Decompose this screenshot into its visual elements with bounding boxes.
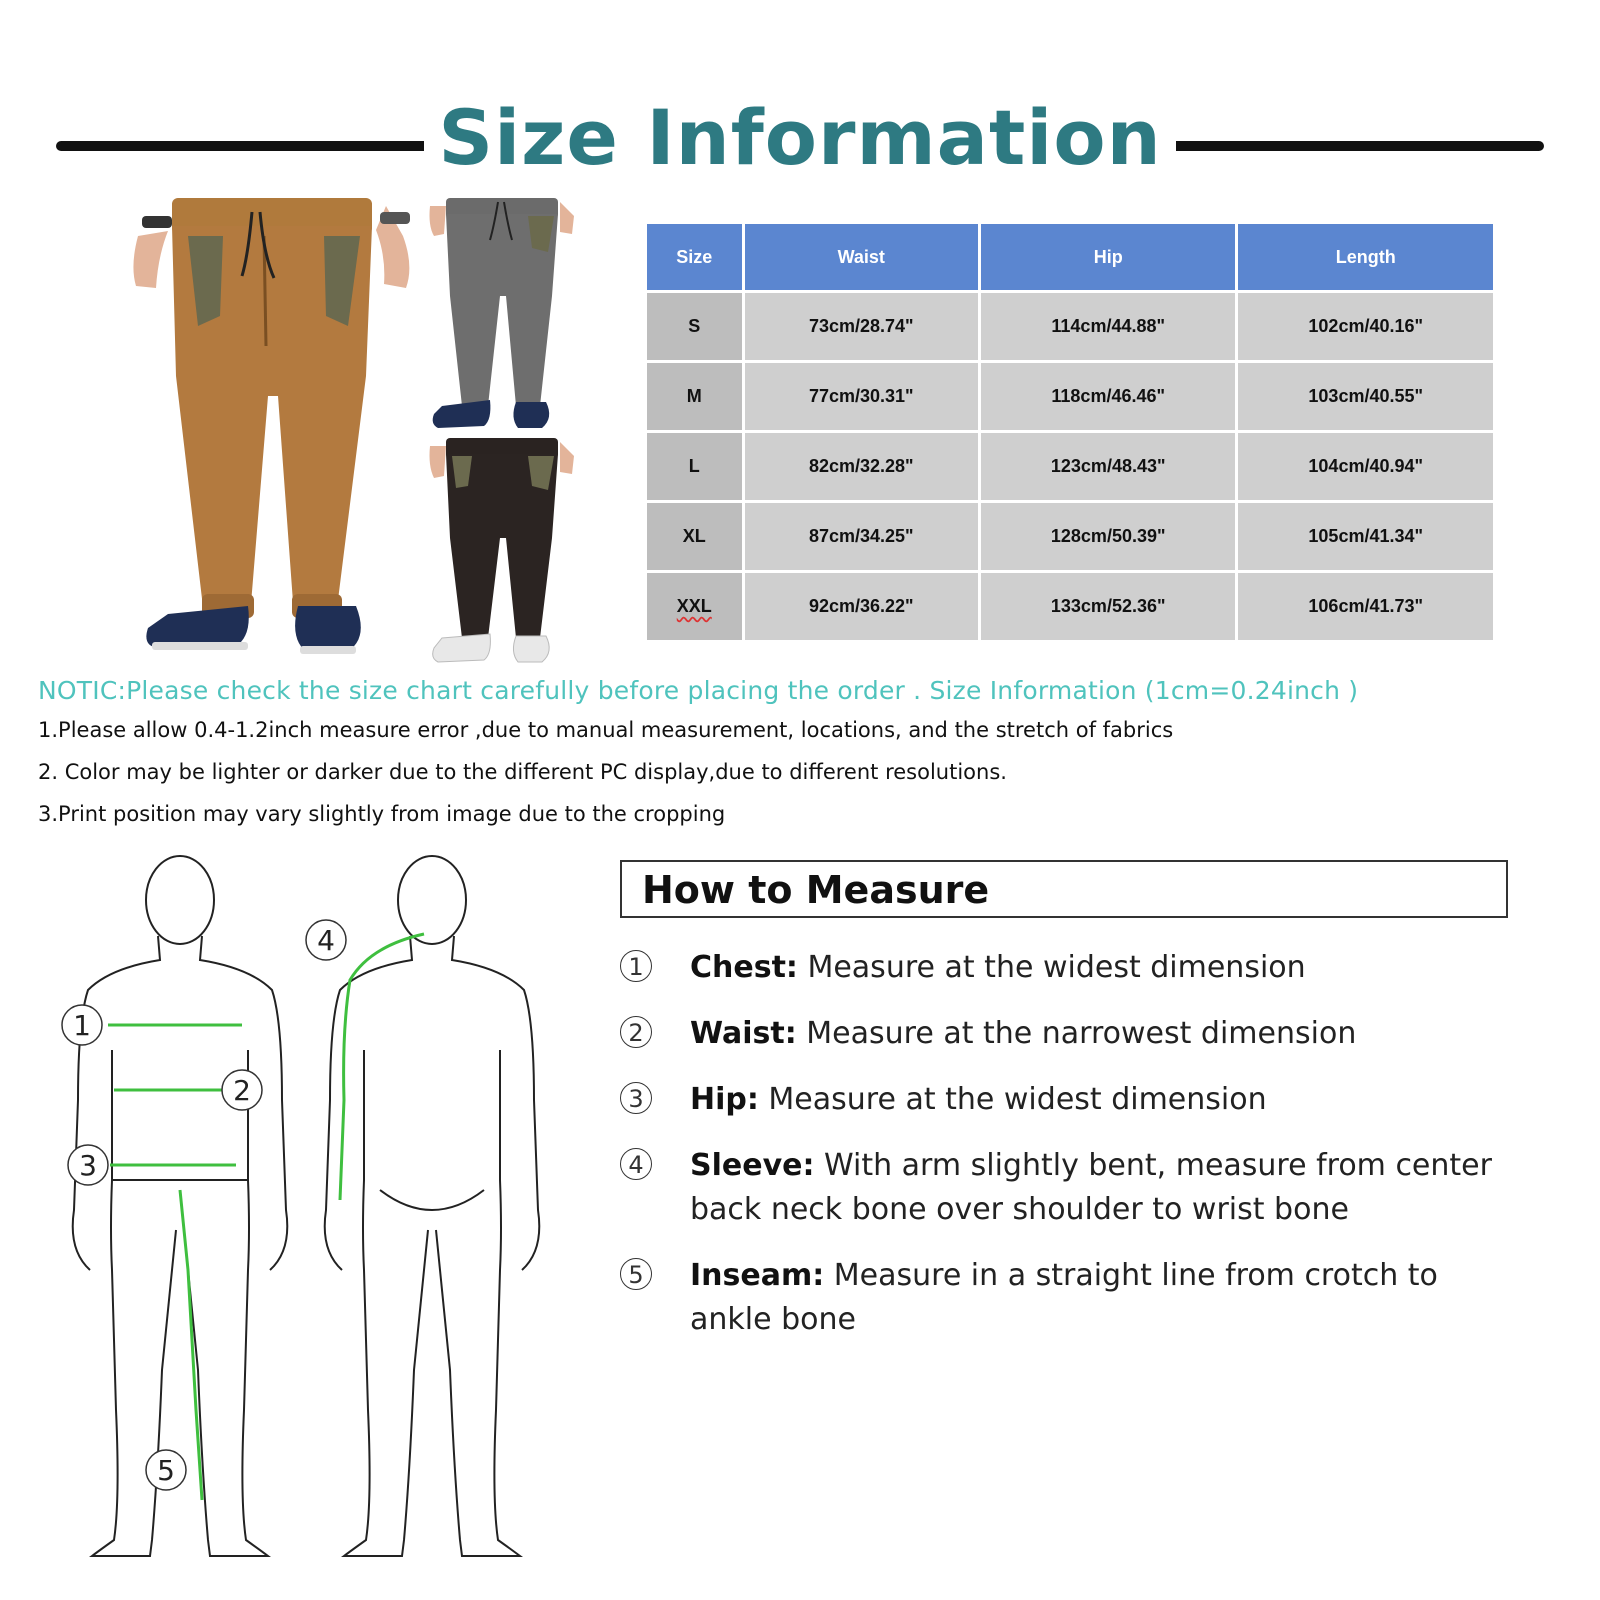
cell-size: L <box>646 432 744 502</box>
measure-description: With arm slightly bent, measure from center back neck bone over shoulder to wrist bone <box>690 1148 1492 1227</box>
measure-description: Measure in a straight line from crotch to ankle bone <box>690 1258 1438 1337</box>
measure-label: Inseam: <box>690 1258 825 1293</box>
how-to-measure-title: How to Measure <box>642 868 990 912</box>
header-length: Length <box>1237 223 1495 292</box>
measure-description: Measure at the widest dimension <box>758 1082 1267 1117</box>
figure-label-3: 3 <box>79 1149 97 1182</box>
figure-label-5: 5 <box>157 1454 175 1487</box>
measure-number: 2 <box>620 1016 652 1048</box>
cell-size: XXL <box>646 572 744 642</box>
header-hip: Hip <box>979 223 1237 292</box>
cell-waist: 87cm/34.25" <box>743 502 979 572</box>
measure-number: 3 <box>620 1082 652 1114</box>
product-photo-khaki <box>128 196 420 671</box>
note-2: 2. Color may be lighter or darker due to the different PC display,due to different resolutions. <box>38 760 1007 784</box>
measure-description: Measure at the widest dimension <box>797 950 1306 985</box>
cell-length: 103cm/40.55" <box>1237 362 1495 432</box>
cell-length: 106cm/41.73" <box>1237 572 1495 642</box>
measure-label: Chest: <box>690 950 798 985</box>
measure-number: 4 <box>620 1148 652 1180</box>
product-photo-black <box>428 438 580 670</box>
note-1: 1.Please allow 0.4-1.2inch measure error ,due to manual measurement, locations, and the stretch of fabrics <box>38 718 1174 742</box>
measure-item-waist <box>620 1012 1520 1062</box>
cell-hip: 128cm/50.39" <box>979 502 1237 572</box>
figure-label-2: 2 <box>233 1074 251 1107</box>
page-title: Size Information <box>0 92 1600 184</box>
cell-hip: 114cm/44.88" <box>979 292 1237 362</box>
measure-number: 1 <box>620 950 652 982</box>
cell-waist: 73cm/28.74" <box>743 292 979 362</box>
table-row <box>646 432 1495 502</box>
note-3: 3.Print position may vary slightly from image due to the cropping <box>38 802 726 826</box>
cell-size: M <box>646 362 744 432</box>
measure-label: Hip: <box>690 1082 759 1117</box>
cell-waist: 77cm/30.31" <box>743 362 979 432</box>
cell-length: 102cm/40.16" <box>1237 292 1495 362</box>
size-table <box>644 221 1496 643</box>
cell-waist: 92cm/36.22" <box>743 572 979 642</box>
table-header-row <box>646 223 1495 292</box>
table-row <box>646 572 1495 642</box>
table-row <box>646 362 1495 432</box>
cell-hip: 133cm/52.36" <box>979 572 1237 642</box>
measure-label: Sleeve: <box>690 1148 815 1183</box>
measure-label: Waist: <box>690 1016 797 1051</box>
product-photo-grey <box>428 196 580 432</box>
cell-length: 104cm/40.94" <box>1237 432 1495 502</box>
table-row <box>646 502 1495 572</box>
cell-waist: 82cm/32.28" <box>743 432 979 502</box>
measure-description: Measure at the narrowest dimension <box>796 1016 1357 1051</box>
size-notice: NOTIC:Please check the size chart carefully before placing the order . Size Information (1cm=0.24inch ) <box>38 676 1359 705</box>
measure-item-sleeve <box>620 1144 1520 1240</box>
figure-label-1: 1 <box>73 1009 91 1042</box>
measure-item-hip <box>620 1078 1520 1128</box>
cell-size: XL <box>646 502 744 572</box>
cell-length: 105cm/41.34" <box>1237 502 1495 572</box>
table-row <box>646 292 1495 362</box>
cell-size: S <box>646 292 744 362</box>
cell-hip: 123cm/48.43" <box>979 432 1237 502</box>
measure-item-chest <box>620 946 1520 996</box>
how-to-measure-box <box>620 860 1508 918</box>
measure-number: 5 <box>620 1258 652 1290</box>
body-measure-figure <box>50 850 570 1590</box>
figure-label-4: 4 <box>317 924 335 957</box>
measure-item-inseam <box>620 1254 1520 1350</box>
header-size: Size <box>646 223 744 292</box>
cell-hip: 118cm/46.46" <box>979 362 1237 432</box>
header-waist: Waist <box>743 223 979 292</box>
